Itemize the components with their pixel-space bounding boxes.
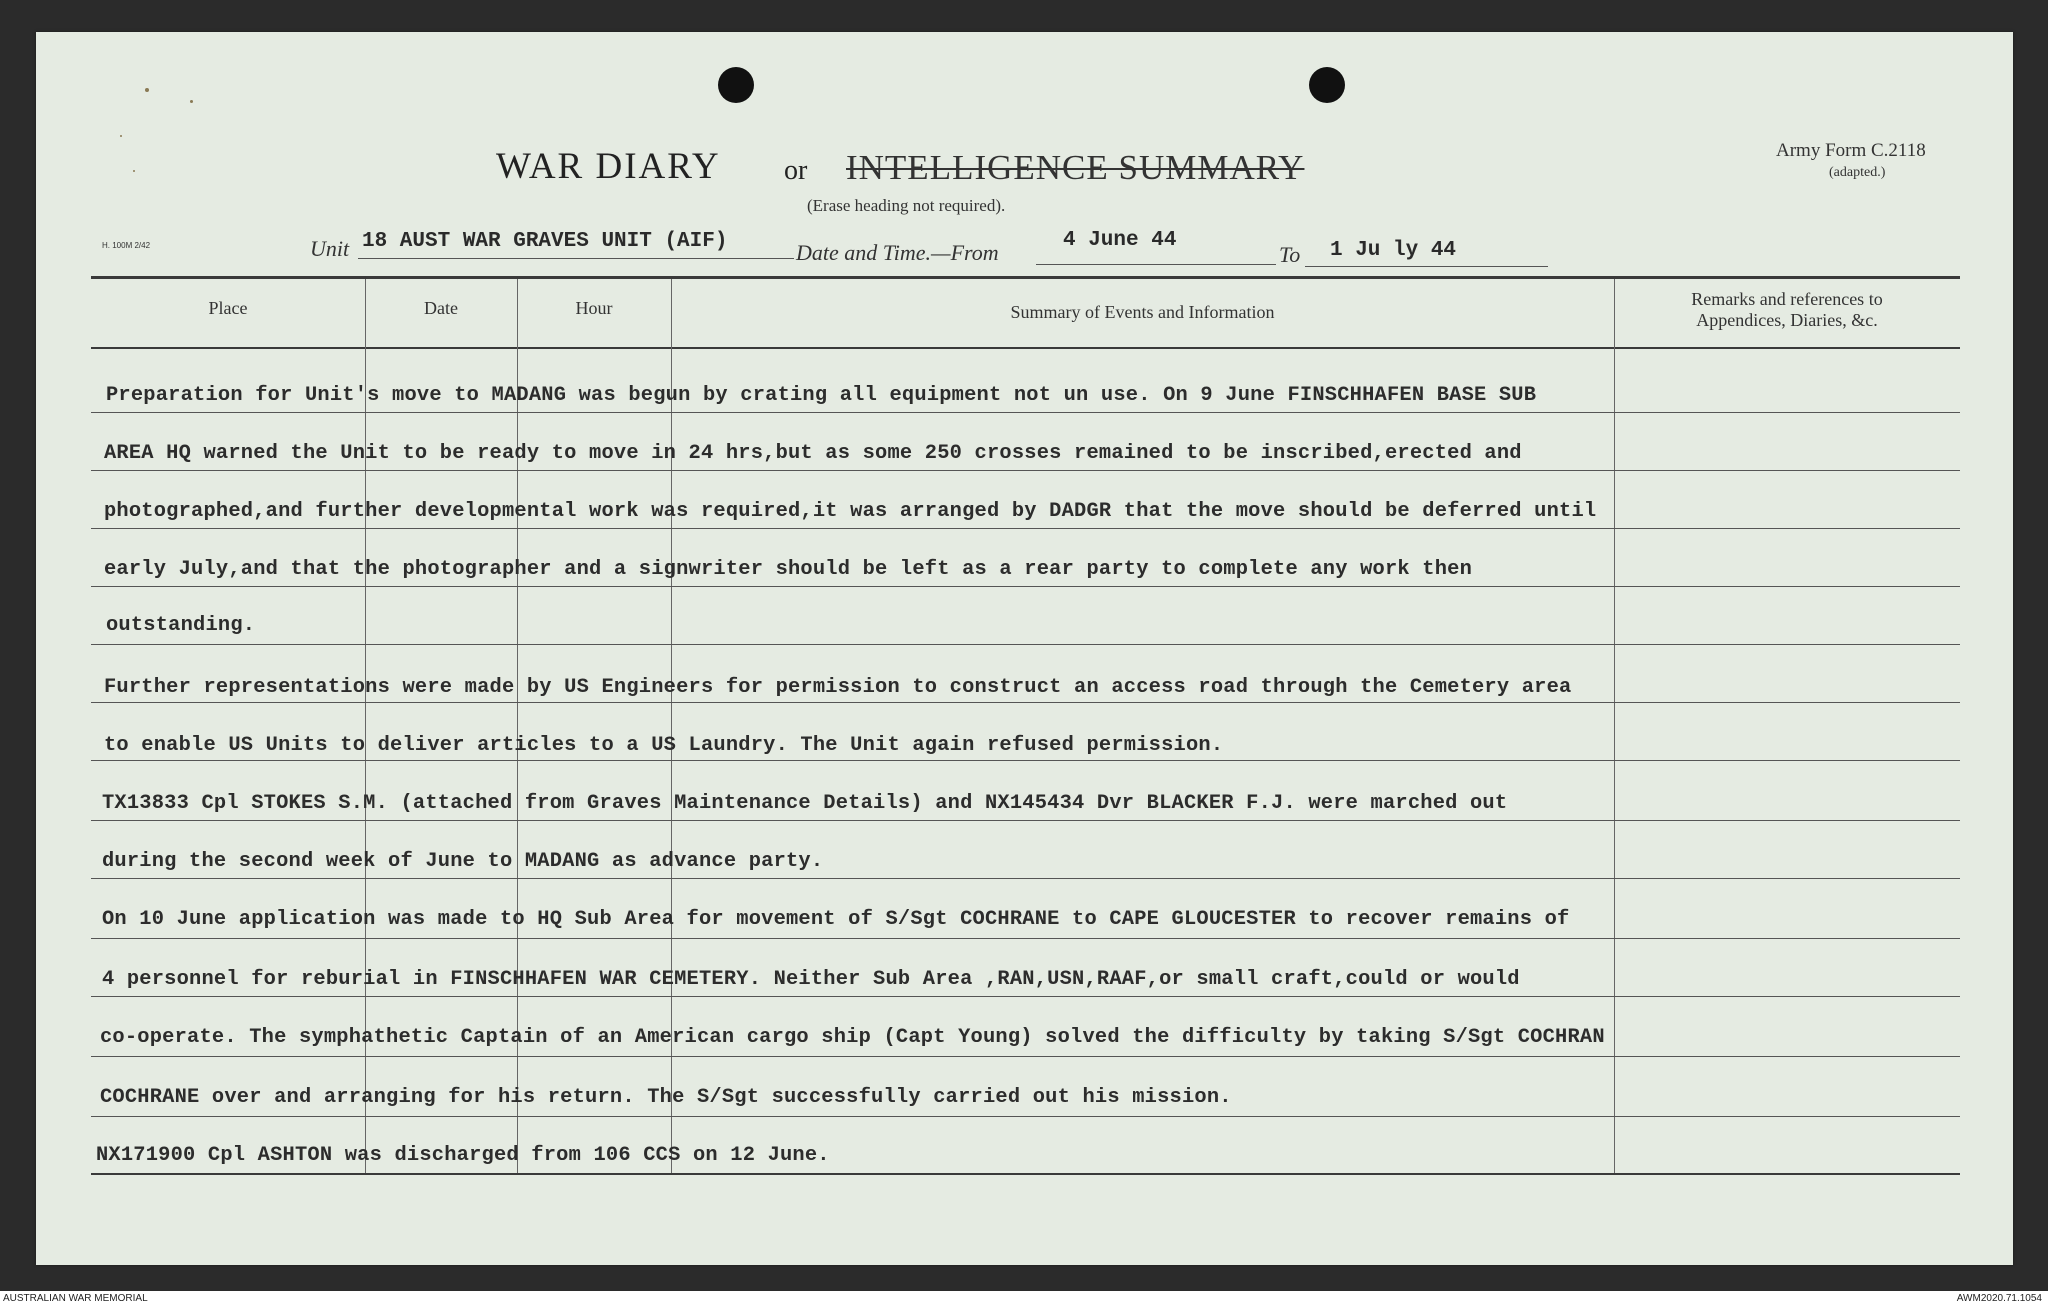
punch-hole-left xyxy=(718,67,754,103)
row-rule xyxy=(91,412,1960,413)
punch-hole-right xyxy=(1309,67,1345,103)
date-from-field-line xyxy=(1036,264,1276,265)
diary-entry-line: Preparation for Unit's move to MADANG was begun by crating all equipment not un use. On 9 June FINSCHHAFEN BASE SUB xyxy=(106,384,1537,407)
diary-entry-line: Further representations were made by US Engineers for permission to construct an access road through the Cemetery area xyxy=(104,676,1572,699)
stain-speck xyxy=(133,170,135,172)
diary-entry-line: AREA HQ warned the Unit to be ready to move in 24 hrs,but as some 250 crosses remained to be inscribed,erected and xyxy=(104,442,1522,465)
column-header-place: Place xyxy=(208,298,248,318)
army-form-number: Army Form C.2118 xyxy=(1776,140,1926,161)
row-rule xyxy=(91,586,1960,587)
army-form-adapted: (adapted.) xyxy=(1829,165,1886,180)
diary-entry-line: On 10 June application was made to HQ Sub Area for movement of S/Sgt COCHRANE to CAPE GLOUCESTER to recover remains of xyxy=(102,908,1570,931)
unit-label: Unit xyxy=(310,236,350,261)
diary-entry-line: during the second week of June to MADANG as advance party. xyxy=(102,850,824,873)
row-rule xyxy=(91,470,1960,471)
diary-entry-line: co-operate. The symphathetic Captain of an American cargo ship (Capt Young) solved the difficulty by taking S/Sgt COCHRAN xyxy=(100,1026,1605,1049)
table-header-rule xyxy=(91,347,1960,349)
row-rule xyxy=(91,1116,1960,1117)
title-or: or xyxy=(784,155,808,186)
column-header-date: Date xyxy=(424,298,458,318)
stain-speck xyxy=(190,100,193,103)
unit-field-line xyxy=(358,258,794,259)
column-header-summary: Summary of Events and Information xyxy=(1010,302,1275,322)
title-war-diary: WAR DIARY xyxy=(496,146,721,187)
erase-heading-note: (Erase heading not required). xyxy=(807,196,1006,215)
date-to-label: To xyxy=(1279,242,1301,267)
row-rule xyxy=(91,644,1960,645)
archive-caption-strip xyxy=(0,1291,2048,1306)
diary-entry-line: NX171900 Cpl ASHTON was discharged from 106 CCS on 12 June. xyxy=(96,1144,830,1167)
stain-speck xyxy=(145,88,149,92)
row-rule xyxy=(91,1056,1960,1057)
title-intelligence-summary-struck: INTELLIGENCE SUMMARY xyxy=(846,148,1305,187)
row-rule xyxy=(91,938,1960,939)
column-divider-summary xyxy=(1614,279,1615,1173)
column-header-remarks-line2: Appendices, Diaries, &c. xyxy=(1696,310,1878,330)
row-rule xyxy=(91,702,1960,703)
diary-entry-line: COCHRANE over and arranging for his return. The S/Sgt successfully carried out his mission. xyxy=(100,1086,1232,1109)
diary-entry-line: early July,and that the photographer and a signwriter should be left as a rear party to complete any work then xyxy=(104,558,1473,581)
table-top-rule xyxy=(91,276,1960,279)
diary-entry-line: photographed,and further developmental work was required,it was arranged by DADGR that the move should be deferred until xyxy=(104,500,1597,523)
archive-name: AUSTRALIAN WAR MEMORIAL xyxy=(3,1293,148,1304)
archive-reference: AWM2020.71.1054 xyxy=(1956,1293,2042,1304)
row-rule xyxy=(91,528,1960,529)
date-to-value: 1 Ju ly 44 xyxy=(1330,239,1457,262)
diary-sheet xyxy=(36,32,2013,1265)
column-header-hour: Hour xyxy=(575,298,613,318)
table-bottom-rule xyxy=(91,1173,1960,1175)
diary-entry-line: 4 personnel for reburial in FINSCHHAFEN WAR CEMETERY. Neither Sub Area ,RAN,USN,RAAF,or small craft,could or would xyxy=(102,968,1520,991)
diary-entry-line: outstanding. xyxy=(106,614,256,637)
date-from-label: Date and Time.—From xyxy=(796,240,999,265)
print-code: H. 100M 2/42 xyxy=(102,241,151,250)
row-rule xyxy=(91,878,1960,879)
row-rule xyxy=(91,820,1960,821)
unit-value: 18 AUST WAR GRAVES UNIT (AIF) xyxy=(362,230,728,253)
date-from-value: 4 June 44 xyxy=(1063,229,1177,252)
diary-entry-line: TX13833 Cpl STOKES S.M. (attached from Graves Maintenance Details) and NX145434 Dvr BLACKER F.J. were marched out xyxy=(102,792,1508,815)
row-rule xyxy=(91,996,1960,997)
stain-speck xyxy=(120,135,122,137)
column-header-remarks-line1: Remarks and references to xyxy=(1691,289,1883,309)
diary-entry-line: to enable US Units to deliver articles to a US Laundry. The Unit again refused permission. xyxy=(104,734,1224,757)
row-rule xyxy=(91,760,1960,761)
date-to-field-line xyxy=(1305,266,1548,267)
